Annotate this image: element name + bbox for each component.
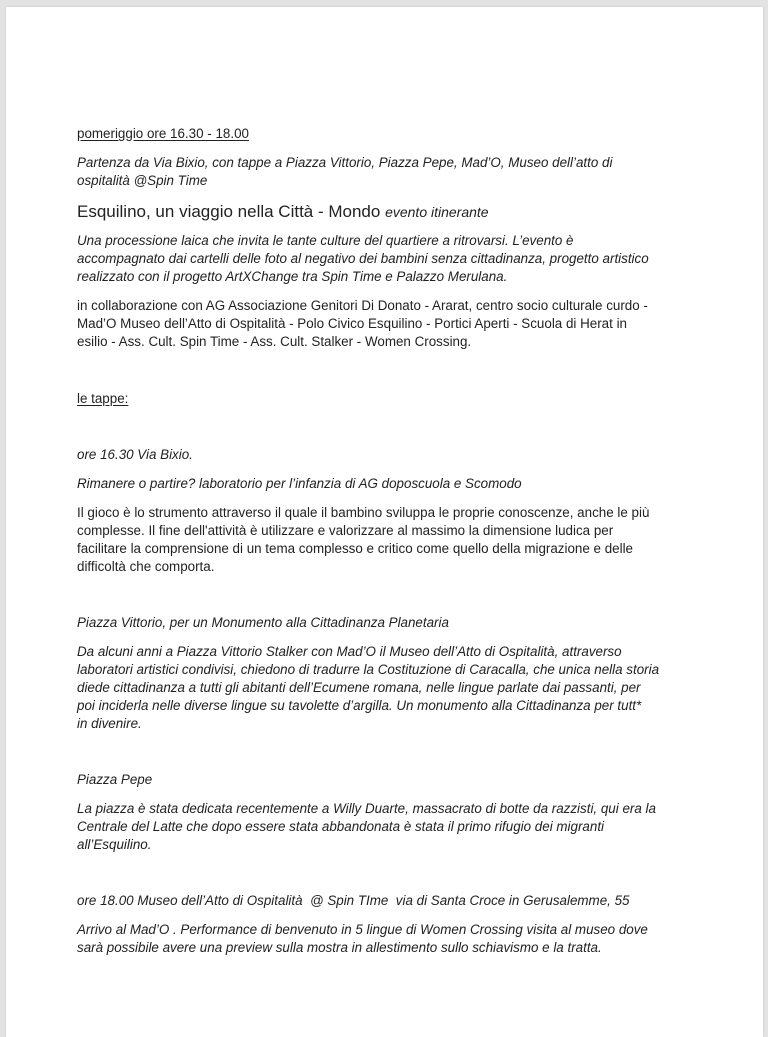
stage-4-time: ore 18.00	[77, 893, 134, 908]
stage-1-body-4: difficoltà che comporta.	[77, 559, 215, 574]
document-page	[6, 7, 763, 1037]
stage-4-title	[77, 892, 630, 910]
collaboration-line-1: in collaborazione con AG Associazione Genitori Di Donato - Ararat, centro socio culturale curdo -	[77, 298, 648, 313]
stage-1-title: ore 16.30 Via Bixio.	[77, 447, 193, 462]
time-header: pomeriggio ore 16.30 - 18.00	[77, 126, 249, 141]
route-line-1: Partenza da Via Bixio, con tappe a Piazza Vittorio, Piazza Pepe, Mad’O, Museo dell’atto di	[77, 155, 613, 170]
stage-1-body-1: Il gioco è lo strumento attraverso il quale il bambino sviluppa le proprie conoscenze, anche le più	[77, 505, 650, 520]
stages-header: le tappe:	[77, 391, 129, 406]
stage-4-body-2: sarà possibile avere una preview sulla mostra in allestimento sullo schiavismo e la tratta.	[77, 940, 602, 955]
stage-2-title: Piazza Vittorio, per un Monumento alla Cittadinanza Planetaria	[77, 615, 449, 630]
stage-2-body-3: diede cittadinanza a tutti gli abitanti dell’Ecumene romana, nelle lingue parlate dai passanti, per	[77, 680, 641, 695]
stage-2-body-1: Da alcuni anni a Piazza Vittorio Stalker con Mad’O il Museo dell’Atto di Ospitalità, attraverso	[77, 644, 622, 659]
collaboration-line-3: esilio - Ass. Cult. Spin Time - Ass. Cult. Stalker - Women Crossing.	[77, 334, 472, 349]
stage-1-body-2: complesse. Il fine dell'attività è utilizzare e valorizzare al massimo la dimensione ludica per	[77, 523, 614, 538]
stage-4-body-1: Arrivo al Mad’O . Performance di benvenuto in 5 lingue di Women Crossing visita al museo dove	[77, 922, 648, 937]
collaboration-line-2: Mad’O Museo dell’Atto di Ospitalità - Polo Civico Esquilino - Portici Aperti - Scuola di Herat in	[77, 316, 627, 331]
event-title	[77, 201, 489, 223]
stage-2-body-5: in divenire.	[77, 716, 142, 731]
stage-4-place: Museo dell’Atto di Ospitalità @ Spin TIme	[137, 893, 389, 908]
intro-line-1: Una processione laica che invita le tante culture del quartiere a ritrovarsi. L’evento è	[77, 233, 574, 248]
intro-line-3: realizzato con il progetto ArtXChange tra Spin Time e Palazzo Merulana.	[77, 269, 508, 284]
stage-3-body-1: La piazza è stata dedicata recentemente a Willy Duarte, massacrato di botte da razzisti, qui era la	[77, 801, 656, 816]
stage-2-body-2: laboratori artistici condivisi, chiedono di tradurre la Costituzione di Caracalla, che unica nella storia	[77, 662, 660, 677]
event-title-sub: evento itinerante	[385, 204, 489, 220]
stage-4-address: via di Santa Croce in Gerusalemme, 55	[395, 893, 630, 908]
stage-2-body-4: poi inciderla nelle diverse lingue su tavolette d’argilla. Un monumento alla Cittadinanza per tutt*	[77, 698, 642, 713]
stage-3-title: Piazza Pepe	[77, 772, 153, 787]
event-title-main: Esquilino, un viaggio nella Città - Mondo	[77, 202, 381, 221]
intro-line-2: accompagnato dai cartelli delle foto al negativo dei bambini senza cittadinanza, progetto artistico	[77, 251, 649, 266]
stage-3-body-3: all’Esquilino.	[77, 837, 152, 852]
stage-1-body-3: facilitare la comprensione di un tema complesso e critico come quello della migrazione e delle	[77, 541, 633, 556]
stage-1-subtitle: Rimanere o partire? laboratorio per l’infanzia di AG doposcuola e Scomodo	[77, 476, 522, 491]
stage-3-body-2: Centrale del Latte che dopo essere stata abbandonata è stata il primo rifugio dei migranti	[77, 819, 605, 834]
route-line-2: ospitalità @Spin Time	[77, 173, 208, 188]
